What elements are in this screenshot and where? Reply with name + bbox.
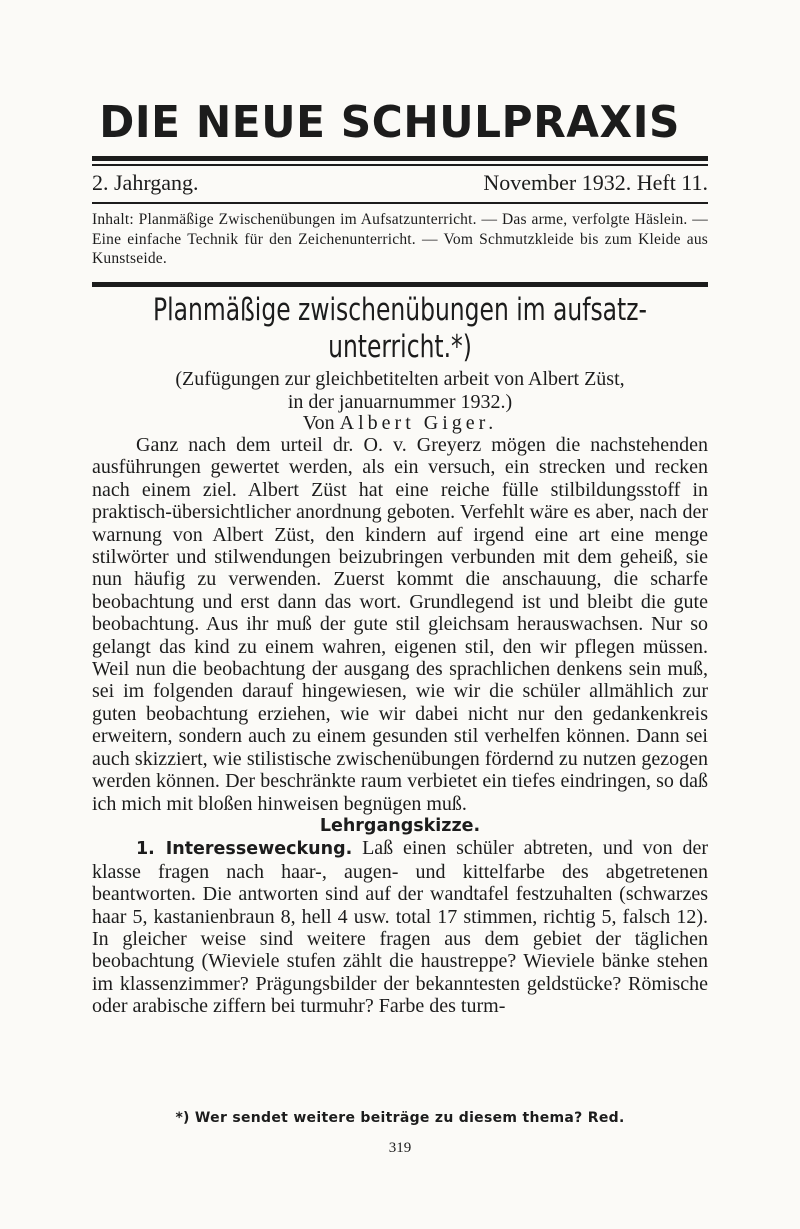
paragraph	[92, 837, 708, 1017]
byline	[92, 412, 708, 435]
article-subtitle	[92, 368, 708, 414]
masthead-rule-thick	[92, 156, 708, 161]
footnote: *) Wer sendet weitere beiträge zu diesem thema? Red.	[175, 1110, 625, 1126]
contents-rule	[92, 282, 708, 287]
paragraph-text: Laß einen schüler abtreten, und von der klasse fragen nach haar-, augen- und kittelfarbe des abgetretenen beantworten. Die antworten sind auf der wandtafel festzuhalten (schwarzes haar 5, kastanienbraun 8, hell 4 usw. total 17 stimmen, richtig 5, falsch 12). In gleicher weise sind weitere fragen aus dem gebiet der täglichen beobachtung (Wieviele stufen zählt die haustreppe? Wieviele bänke stehen im klassenzimmer? Prägungsbilder der bekanntesten geldstücke? Römische oder arabische ziffern bei turmuhr? Farbe des turm-	[92, 837, 708, 1018]
masthead-rule-thin	[92, 164, 708, 166]
table-of-contents: Inhalt: Planmäßige Zwischenübungen im Aufsatzunterricht. — Das arme, verfolgte Häslein. — Eine einfache Technik für den Zeichenunterricht. — Vom Schmutzkleide bis zum Kleide aus Kunstseide.	[92, 211, 708, 267]
masthead: DIE NEUE SCHULPRAXIS	[99, 97, 680, 148]
article-body	[92, 434, 708, 1018]
volume-label: 2. Jahrgang.	[92, 170, 199, 195]
issue-date: November 1932. Heft 11.	[483, 170, 708, 195]
step-heading: 1. Interesseweckung.	[136, 839, 353, 860]
subtitle-line-1: (Zufügungen zur gleichbetitelten arbeit von Albert Züst,	[175, 368, 625, 390]
section-heading: Lehrgangskizze.	[319, 815, 481, 836]
author-name: Albert Giger.	[339, 412, 498, 434]
issue-line	[92, 170, 708, 198]
page-number: 319	[388, 1140, 412, 1156]
issue-rule	[92, 202, 708, 204]
paragraph: Ganz nach dem urteil dr. O. v. Greyerz mögen die nachstehenden ausführungen gewertet werden, als ein versuch, ein strecken und recken nach einem ziel. Albert Züst hat eine reiche fülle stilbildungsstoff in praktisch-übersichtlicher anordnung geboten. Verfehlt wäre es aber, nach der warnung von Albert Züst, den kindern auf irgend eine art eine menge stilwörter und stilwendungen beizubringen verbunden mit dem geheiß, sie nun häufig zu verwenden. Zuerst kommt die anschauung, die scharfe beobachtung und erst dann das wort. Grundlegend ist und bleibt die gute beobachtung. Aus ihr muß der gute stil gleichsam herauswachsen. Nur so gelangt das kind zu einem wahren, eigenen stil, den wir pflegen müssen. Weil nun die beobachtung der ausgang des sprachlichen denkens sein muß, sei im folgenden darauf hingewiesen, wie wir die schüler allmählich zur guten beobachtung erziehen, wie wir dabei nicht nur den gedankenkreis erweitern, sondern auch zu einem gesunden stil verhelfen können. Dann sei auch skizziert, wie stilistische zwischenübungen fördernd zu nutzen gezogen werden können. Der beschränkte raum verbietet ein tiefes eindringen, so daß ich mich mit bloßen hinweisen begnügen muß.	[92, 434, 708, 815]
byline-prefix: Von	[302, 412, 335, 434]
subtitle-line-2: in der januarnummer 1932.)	[287, 391, 513, 413]
article-title: Planmäßige zwischenübungen im aufsatz-unterricht.*)	[153, 292, 647, 365]
